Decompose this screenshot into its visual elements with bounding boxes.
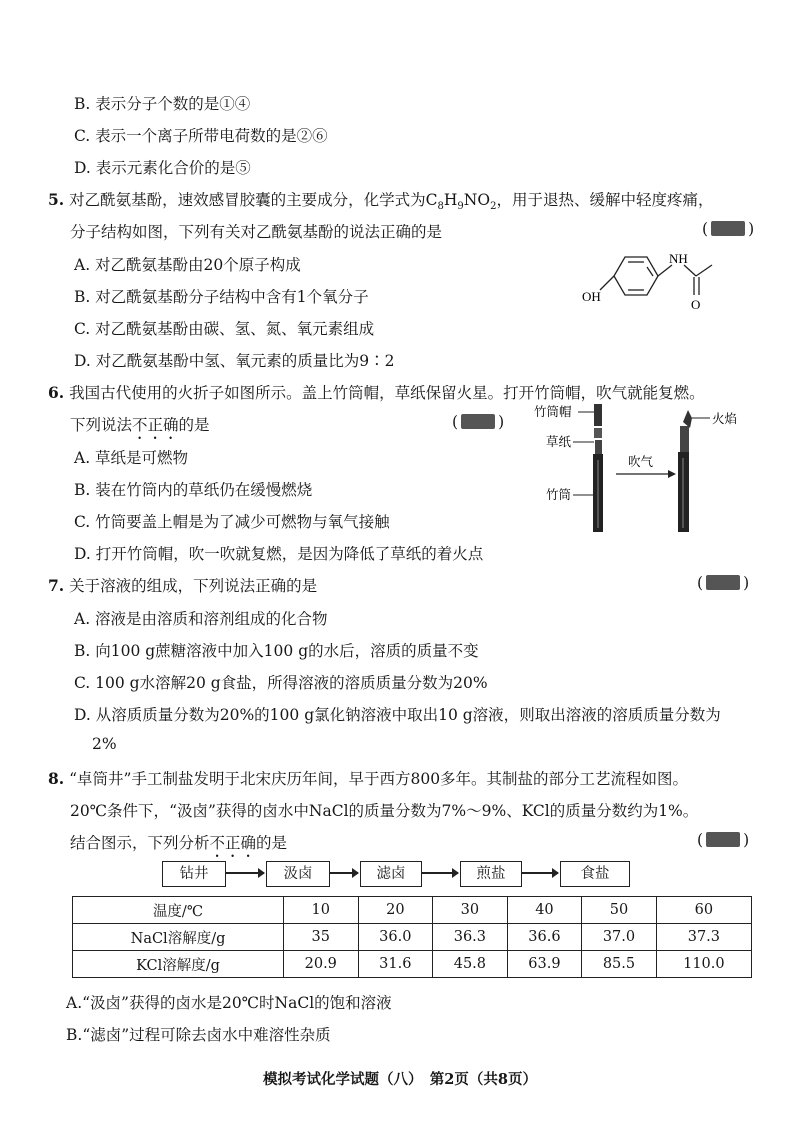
struct-oh-label: OH (582, 289, 601, 304)
table-cell: 63.9 (507, 951, 582, 978)
fig-label-flame: 火焰 (712, 411, 738, 426)
q5-option-c: C. 对乙酰氨基酚由碳、氢、氮、氧元素组成 (74, 320, 375, 338)
table-cell: 40 (507, 897, 582, 924)
fire-starter-figure (528, 400, 758, 550)
q7-text: 关于溶液的组成，下列说法正确的是 (69, 577, 318, 595)
q8-text: 的是 (256, 834, 288, 852)
q7-stem (48, 574, 317, 596)
q5-answer-blank[interactable]: ( ) (702, 220, 755, 238)
solubility-table (72, 896, 752, 978)
q5-text: 对乙酰氨基酚，速效感冒胶囊的主要成分，化学式为C (69, 191, 438, 209)
q5-option-a: A. 对乙酰氨基酚由20个原子构成 (74, 256, 301, 274)
q6-number: 6. (48, 383, 65, 402)
q7-option-d: D. 从溶质质量分数为20%的100 g氯化钠溶液中取出10 g溶液，则取出溶液的溶质质量分数为 (74, 706, 721, 724)
q6-option-c: C. 竹筒要盖上帽是为了减少可燃物与氧气接触 (74, 513, 390, 531)
q5-option-d: D. 对乙酰氨基酚中氢、氧元素的质量比为9∶2 (74, 352, 395, 370)
q6-option-b: B. 装在竹筒内的草纸仍在缓慢燃烧 (74, 481, 313, 499)
q5-text: ，用于退热、缓解中轻度疼痛， (496, 191, 714, 209)
fig-label-blow: 吹气 (628, 454, 654, 469)
table-cell: 37.0 (582, 924, 657, 951)
table-cell: 30 (433, 897, 508, 924)
table-cell: 36.6 (507, 924, 582, 951)
q6-text: 的是 (178, 416, 210, 434)
q8-stem-line2: 20℃条件下，“汲卤”获得的卤水中NaCl的质量分数为7%～9%、KCl的质量分数约为1%。 (70, 802, 699, 820)
table-cell: KCl溶解度/g (73, 951, 284, 978)
q6-option-d: D. 打开竹筒帽，吹一吹就复燃，是因为降低了草纸的着火点 (74, 545, 484, 563)
q5-stem-line1 (48, 188, 713, 212)
q8-stem-line1 (48, 767, 688, 789)
q5-text: NO (463, 191, 491, 209)
fig-label-tube: 竹筒 (546, 487, 572, 502)
q6-answer-blank[interactable]: ( ) (452, 413, 505, 431)
page-footer: 模拟考试化学试题（八） 第2页（共8页） (263, 1071, 537, 1088)
flow-arrow (422, 872, 458, 874)
q7-number: 7. (48, 576, 65, 595)
q8-text: “卓筒井”手工制盐发明于北宋庆历年间，早于西方800多年。其制盐的部分工艺流程如图。 (69, 770, 689, 788)
table-cell: 36.3 (433, 924, 508, 951)
table-cell: 36.0 (358, 924, 433, 951)
table-cell: 20.9 (284, 951, 359, 978)
q8-stem-line3 (70, 831, 287, 861)
q7-option-a: A. 溶液是由溶质和溶剂组成的化合物 (74, 610, 328, 628)
flow-step-boil-salt: 煎盐 (460, 861, 522, 887)
q7-option-d-cont: 2% (92, 735, 117, 753)
q6-option-a: A. 草纸是可燃物 (74, 449, 189, 467)
flow-arrow (226, 872, 264, 874)
q7-option-c: C. 100 g水溶解20 g食盐，所得溶液的溶质质量分数为20% (74, 674, 488, 692)
table-row-kcl (73, 951, 752, 978)
q5-stem-line2: 分子结构如图，下列有关对乙酰氨基酚的说法正确的是 (70, 223, 443, 241)
table-cell: 45.8 (433, 951, 508, 978)
table-cell: 31.6 (358, 951, 433, 978)
acetaminophen-structure (580, 243, 750, 315)
flow-step-draw-brine: 汲卤 (266, 861, 330, 887)
struct-o-label: O (691, 297, 701, 312)
q4-option-d: D. 表示元素化合价的是⑤ (74, 159, 251, 177)
table-cell: 60 (656, 897, 751, 924)
flow-step-filter-brine: 滤卤 (360, 861, 422, 887)
q6-stem-line2 (70, 413, 210, 443)
fig-label-paper: 草纸 (546, 434, 572, 449)
q5-sub: 9 (457, 201, 464, 213)
table-cell: 50 (582, 897, 657, 924)
q8-number: 8. (48, 769, 65, 788)
q8-option-a: A.“汲卤”获得的卤水是20℃时NaCl的饱和溶液 (66, 994, 392, 1012)
q5-sub: 8 (437, 201, 444, 213)
q5-option-b: B. 对乙酰氨基酚分子结构中含有1个氧分子 (74, 288, 369, 306)
flow-step-table-salt: 食盐 (560, 861, 630, 887)
q8-option-b: B.“滤卤”过程可除去卤水中难溶性杂质 (66, 1026, 331, 1044)
flow-arrow (330, 872, 358, 874)
table-cell: 35 (284, 924, 359, 951)
fig-label-cap: 竹筒帽 (534, 404, 572, 419)
table-cell: 37.3 (656, 924, 751, 951)
q8-text: 结合图示，下列分析 (70, 834, 210, 852)
table-row-nacl (73, 924, 752, 951)
table-row-temperature (73, 897, 752, 924)
q5-text: H (443, 191, 458, 209)
q4-option-b: B. 表示分子个数的是①④ (74, 95, 251, 113)
table-cell: 20 (358, 897, 433, 924)
table-cell: 10 (284, 897, 359, 924)
table-cell: 温度/℃ (73, 897, 284, 924)
table-cell: 85.5 (582, 951, 657, 978)
q5-sub: 2 (490, 201, 497, 213)
q7-option-b: B. 向100 g蔗糖溶液中加入100 g的水后，溶质的质量不变 (74, 642, 479, 660)
table-cell: NaCl溶解度/g (73, 924, 284, 951)
q7-answer-blank[interactable]: ( ) (697, 574, 750, 592)
q6-text: 我国古代使用的火折子如图所示。盖上竹筒帽，草纸保留火星。打开竹筒帽，吹气就能复燃。 (69, 384, 705, 402)
flow-step-drill: 钻井 (162, 861, 226, 887)
q8-answer-blank[interactable]: ( ) (697, 831, 750, 849)
q8-emphasis: 不正确 (209, 834, 257, 852)
q6-emphasis: 不正确 (132, 416, 179, 434)
q6-text: 下列说法 (70, 416, 133, 434)
q4-option-c: C. 表示一个离子所带电荷数的是②⑥ (74, 127, 328, 145)
flow-arrow (522, 872, 558, 874)
struct-nh-label: NH (669, 251, 688, 266)
q5-number: 5. (48, 190, 65, 209)
table-cell: 110.0 (656, 951, 751, 978)
